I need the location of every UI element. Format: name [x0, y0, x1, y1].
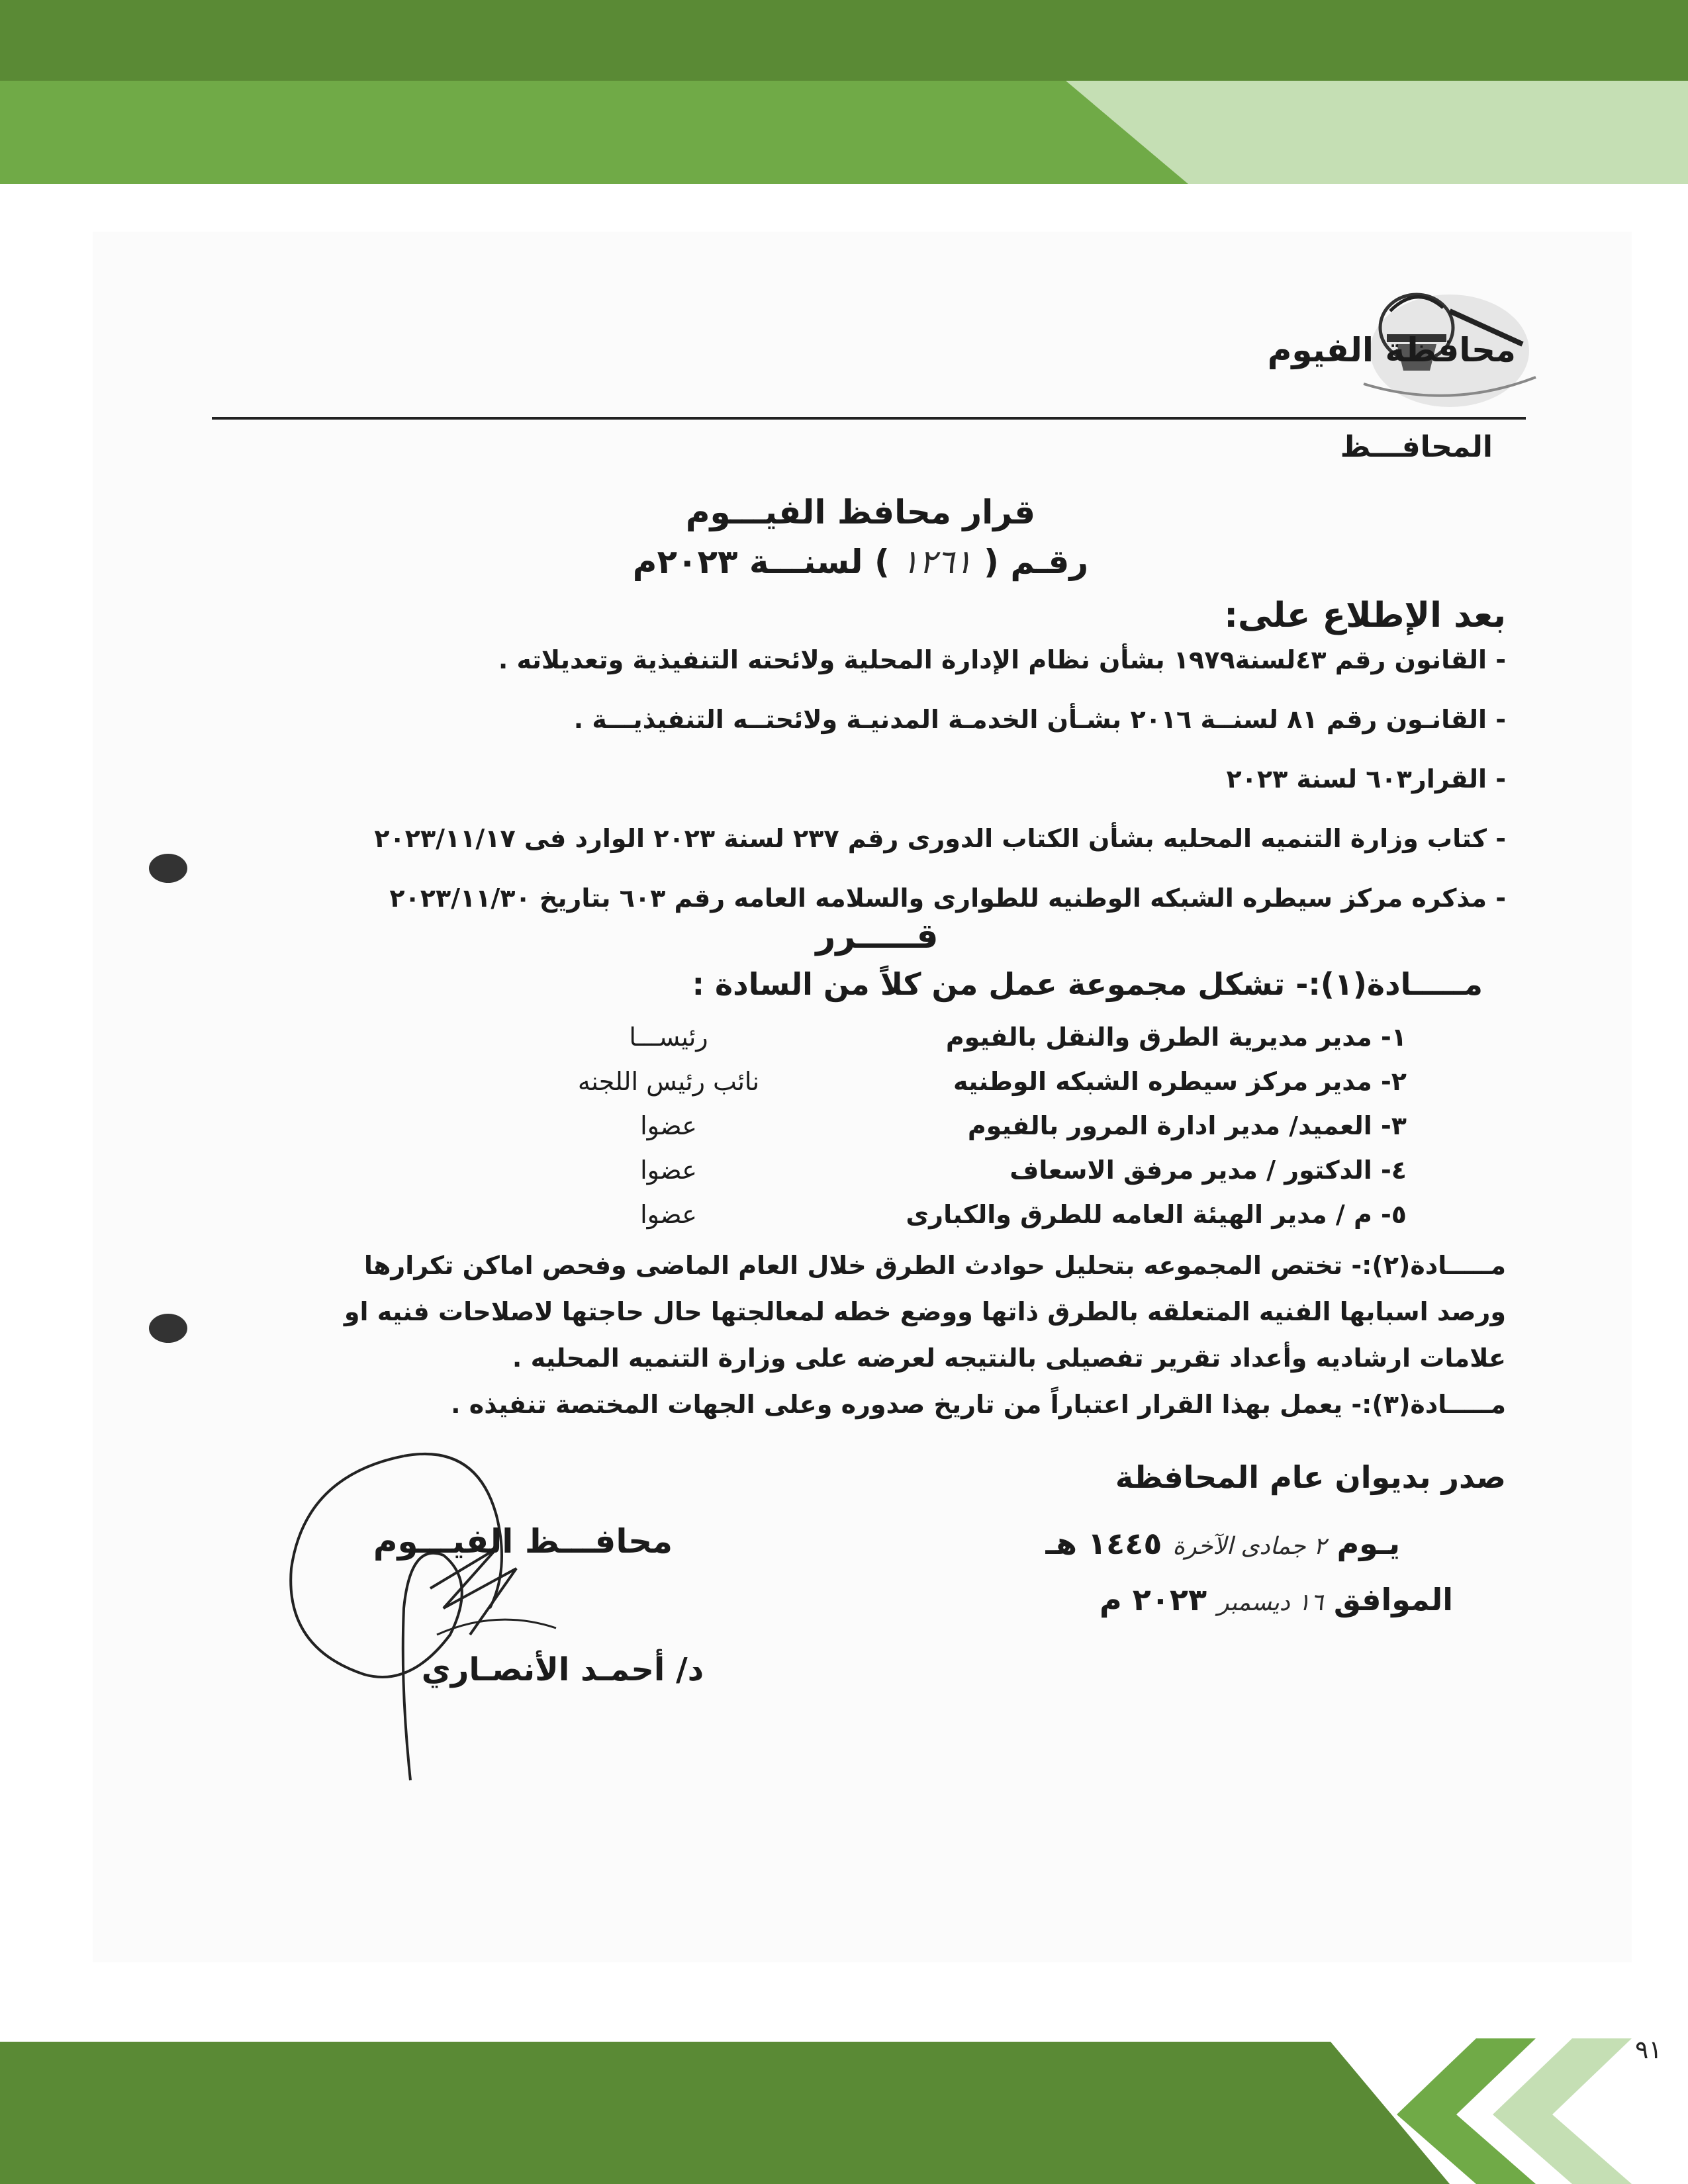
preamble-item: - مذكره مركز سيطره الشبكه الوطنيه للطوارى والسلامه العامه رقم ٦٠٣ بتاريخ ٢٠٢٣/١١/٣٠: [389, 884, 1506, 913]
member-name: ٤- الدكتور / مدير مرفق الاسعاف: [1009, 1156, 1407, 1185]
preamble-item: - كتاب وزارة التنميه المحليه بشأن الكتاب الدورى رقم ٢٣٧ لسنة ٢٠٢٣ الوارد فى ٢٠٢٣/١١/١٧: [374, 824, 1506, 853]
page-number: ٩١: [1635, 2035, 1662, 2064]
decree-number-handwritten: ١٢٦١: [901, 543, 972, 581]
bottom-decorative-band: [0, 2022, 1688, 2184]
member-role: عضوا: [640, 1200, 697, 1229]
member-role: عضوا: [640, 1111, 697, 1140]
gregorian-date-handwritten: ١٦ ديسمبر: [1217, 1589, 1323, 1616]
preamble-item: - القانون رقم ٤٣لسنة١٩٧٩ بشأن نظام الإدارة المحلية ولائحته التنفيذية وتعديلاته .: [498, 645, 1506, 674]
governorate-name: محافظة الفيوم: [1267, 331, 1516, 369]
gregorian-date-suffix: ٢٠٢٣ م: [1100, 1582, 1207, 1617]
top-decorative-band: [0, 0, 1688, 192]
decree-number-suffix: ) لسنـــة ٢٠٢٣م: [632, 543, 890, 581]
decree-number-line: [530, 543, 1192, 581]
scan-hole-mark: [149, 854, 187, 883]
preamble-heading: بعد الإطلاع على:: [1224, 596, 1506, 635]
member-role: نائب رئيس اللجنه: [577, 1067, 760, 1096]
article-3-text: مـــــادة(٣):- يعمل بهذا القرار اعتباراً من تاريخ صدوره وعلى الجهات المختصة تنفيذه .: [451, 1390, 1506, 1419]
hijri-date: [738, 1525, 1400, 1561]
gregorian-date-prefix: الموافق: [1333, 1582, 1453, 1617]
bottom-band-main: [0, 2042, 1450, 2184]
top-band-dark: [0, 0, 1688, 81]
article-1-text: مـــــادة(١):- تشكل مجموعة عمل من كلاً من السادة :: [692, 966, 1483, 1002]
member-role: رئيســـا: [629, 1023, 708, 1052]
member-name: ٣- العميد/ مدير ادارة المرور بالفيوم: [967, 1111, 1407, 1140]
chevron-left-icon: [1493, 2038, 1632, 2184]
signatory-title: محافـــظ الفيـــوم: [373, 1522, 673, 1561]
preamble-item: - القانـون رقم ٨١ لسنــة ٢٠١٦ بشـأن الخدمـة المدنيـة ولائحتــه التنفيذيـــة .: [573, 705, 1506, 734]
signatory-name: د/ أحمـد الأنصـاري: [421, 1651, 704, 1688]
scan-hole-mark: [149, 1314, 187, 1343]
hijri-date-suffix: ١٤٤٥ هـ: [1045, 1525, 1162, 1561]
preamble-item: - القرار٦٠٣ لسنة ٢٠٢٣: [1226, 764, 1506, 794]
decision-heading: قـــــرر: [816, 917, 939, 956]
hijri-date-handwritten: ٢ جمادى الآخرة: [1172, 1533, 1327, 1560]
hijri-date-prefix: يـوم: [1336, 1525, 1400, 1561]
governor-signature-icon: [278, 1436, 649, 1807]
decree-number-prefix: رقـم (: [984, 543, 1089, 581]
member-name: ٥- م / مدير الهيئة العامه للطرق والكبارى: [906, 1200, 1407, 1229]
article-2-line: ورصد اسبابها الفنيه المتعلقه بالطرق ذاتها ووضع خطه لمعالجتها حال حاجتها لاصلاحات فنيه او: [344, 1297, 1506, 1326]
article-2-line: مـــــادة(٢):- تختص المجموعه بتحليل حوادث الطرق خلال العام الماضى وفحص اماكن تكرارها: [363, 1251, 1506, 1280]
gregorian-date: [791, 1582, 1453, 1617]
member-name: ٢- مدير مركز سيطره الشبكه الوطنيه: [953, 1067, 1407, 1096]
issued-at: صدر بديوان عام المحافظة: [1115, 1459, 1506, 1495]
scanned-decree-document: [93, 232, 1632, 1962]
office-label: المحافـــظ: [1340, 430, 1493, 464]
decree-title: قرار محافظ الفيـــوم: [685, 493, 1036, 531]
member-name: ١- مدير مديرية الطرق والنقل بالفيوم: [945, 1023, 1407, 1052]
article-2-line: علامات ارشاديه وأعداد تقرير تفصيلى بالنتيجه لعرضه على وزارة التنميه المحليه .: [512, 1343, 1506, 1373]
header-rule: [212, 417, 1526, 420]
member-role: عضوا: [640, 1156, 697, 1185]
